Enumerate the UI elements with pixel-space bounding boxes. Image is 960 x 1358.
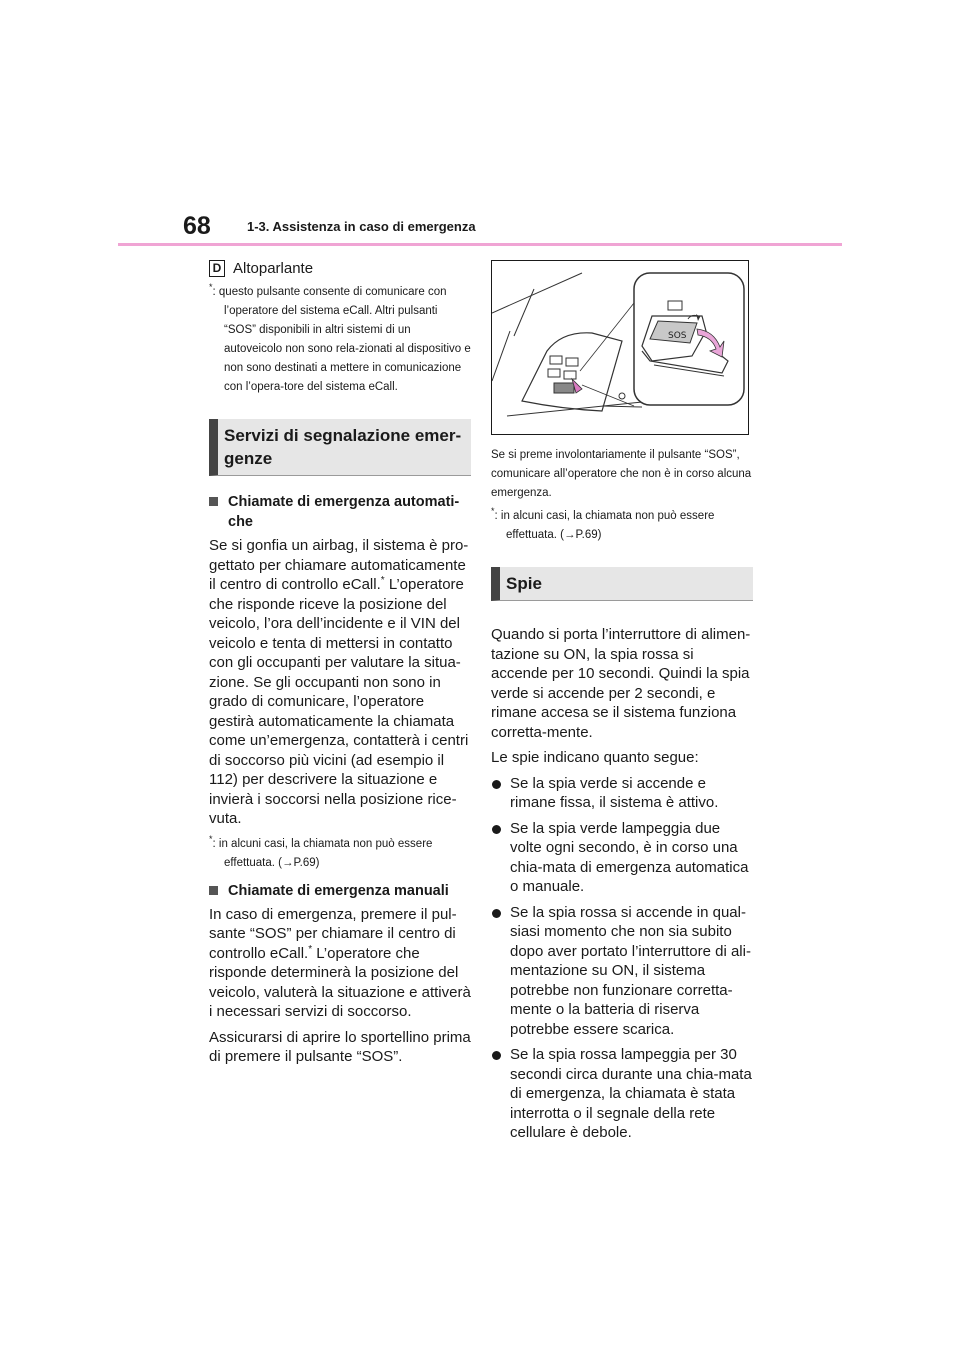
list-item-text: Se la spia verde lampeggia due volte ogni secondo, è in corso una chia-mata di emergenza automatica o manuale.	[510, 819, 749, 895]
footnote-text: : in alcuni casi, la chiamata non può essere effettuata. (→P.69)	[494, 510, 715, 541]
bullet-icon	[492, 909, 501, 918]
square-bullet-icon	[209, 886, 218, 895]
footnote-sos-button	[209, 283, 471, 397]
section-heading-indicators: Spie	[491, 567, 753, 601]
footnote-star: *	[209, 282, 213, 293]
subheading-automatic-calls	[209, 492, 471, 532]
sos-button-label: SOS	[668, 331, 687, 341]
paragraph-indicators-intro: Le spie indicano quanto segue:	[491, 749, 699, 766]
footnote-marker: *	[380, 575, 385, 586]
bullet-icon	[492, 825, 501, 834]
bullet-icon	[492, 1051, 501, 1060]
subheading-manual-calls	[209, 881, 471, 901]
square-bullet-icon	[209, 497, 218, 506]
list-item	[491, 1045, 753, 1143]
section-title: 1-3. Assistenza in caso di emergenza	[247, 219, 476, 234]
footnote-text: : in alcuni casi, la chiamata non può essere effettuata. (→P.69)	[212, 837, 433, 869]
footnote-star: *	[491, 506, 495, 517]
paragraph-text: In caso di emergenza, premere il pul-sante “SOS” per chiamare il centro di controllo eCall.	[209, 905, 457, 962]
paragraph-automatic-calls	[209, 536, 471, 829]
legend-item-d	[209, 260, 471, 277]
paragraph-power-on: Quando si porta l’interruttore di alimen-tazione su ON, la spia rossa si accende per 10 secondi. Quindi la spia verde si accende per 2 secondi, e rimane accesa se il sistema funziona corretta-mente.	[491, 626, 751, 741]
subheading-text: Chiamate di emergenza automati-che	[228, 494, 460, 530]
paragraph-text: L’operatore che risponde determinerà la posizione del veicolo, valuterà la situazione e attiverà i necessari servizi di soccorso.	[209, 944, 471, 1020]
list-item-text: Se la spia rossa si accende in qual-siasi momento che non sia subito dopo aver portato l’interruttore di ali-mentazione su ON, il sistema potrebbe non funzionare corretta-mente o la batteria di riserva potrebbe essere scarica.	[510, 903, 751, 1038]
figure-caption: Se si preme involontariamente il pulsante “SOS”, comunicare all’operatore che non è in corso alcuna emergenza.	[491, 449, 752, 499]
footnote-marker: *	[308, 943, 313, 955]
legend-letter-box: D	[209, 260, 225, 277]
bullet-icon	[492, 780, 501, 789]
paragraph-manual-calls	[209, 905, 471, 1022]
legend-label: Altoparlante	[233, 260, 314, 277]
header-divider	[118, 243, 842, 246]
section-heading-emergency-services: Servizi di segnalazione emer-genze	[209, 419, 471, 476]
paragraph-text: Se si gonfia un airbag, il sistema è pro-gettato per chiamare automaticamente il centro di controllo eCall.	[209, 537, 469, 593]
list-item	[491, 903, 753, 1040]
left-column	[209, 260, 471, 1073]
subheading-text: Chiamate di emergenza manuali	[228, 882, 449, 899]
list-item-text: Se la spia verde si accende e rimane fissa, il sistema è attivo.	[510, 774, 719, 811]
footnote-call-failure	[209, 835, 471, 873]
footnote-call-failure	[491, 507, 753, 545]
right-column	[491, 260, 753, 1149]
list-item	[491, 774, 753, 813]
list-item	[491, 819, 753, 897]
paragraph-text: L’operatore che risponde riceve la posizione del veicolo, l’ora dell’incidente e il VIN del veicolo e tenta di mettersi in contatto con gli occupanti per valutare la situa-zione. Se gli occupanti non sono in grado di comunicare, l’operatore gestirà automaticamente la chiamata come un’emergenza, contatterà i centri di soccorso più vicini (ad esempio il 112) per descrivere la situazione e invierà i soccorsi nella posizione rice-vuta.	[209, 576, 469, 827]
paragraph-open-cover: Assicurarsi di aprire lo sportellino prima di premere il pulsante “SOS”.	[209, 1028, 471, 1065]
list-item-text: Se la spia rossa lampeggia per 30 secondi circa durante una chia-mata di emergenza, la chiamata è stata interrotta o il segnale della rete cellulare è debole.	[510, 1046, 752, 1141]
page-number: 68	[183, 212, 211, 240]
overhead-console-illustration	[491, 260, 749, 435]
footnote-text: : questo pulsante consente di comunicare con l’operatore del sistema eCall. Altri pulsanti “SOS” disponibili in altri sistemi di un autoveicolo non sono rela-zionati al dispositivo e non sono destinati a mettere in comunicazione con l’opera-tore del sistema eCall.	[212, 286, 471, 393]
footnote-star: *	[209, 833, 213, 844]
